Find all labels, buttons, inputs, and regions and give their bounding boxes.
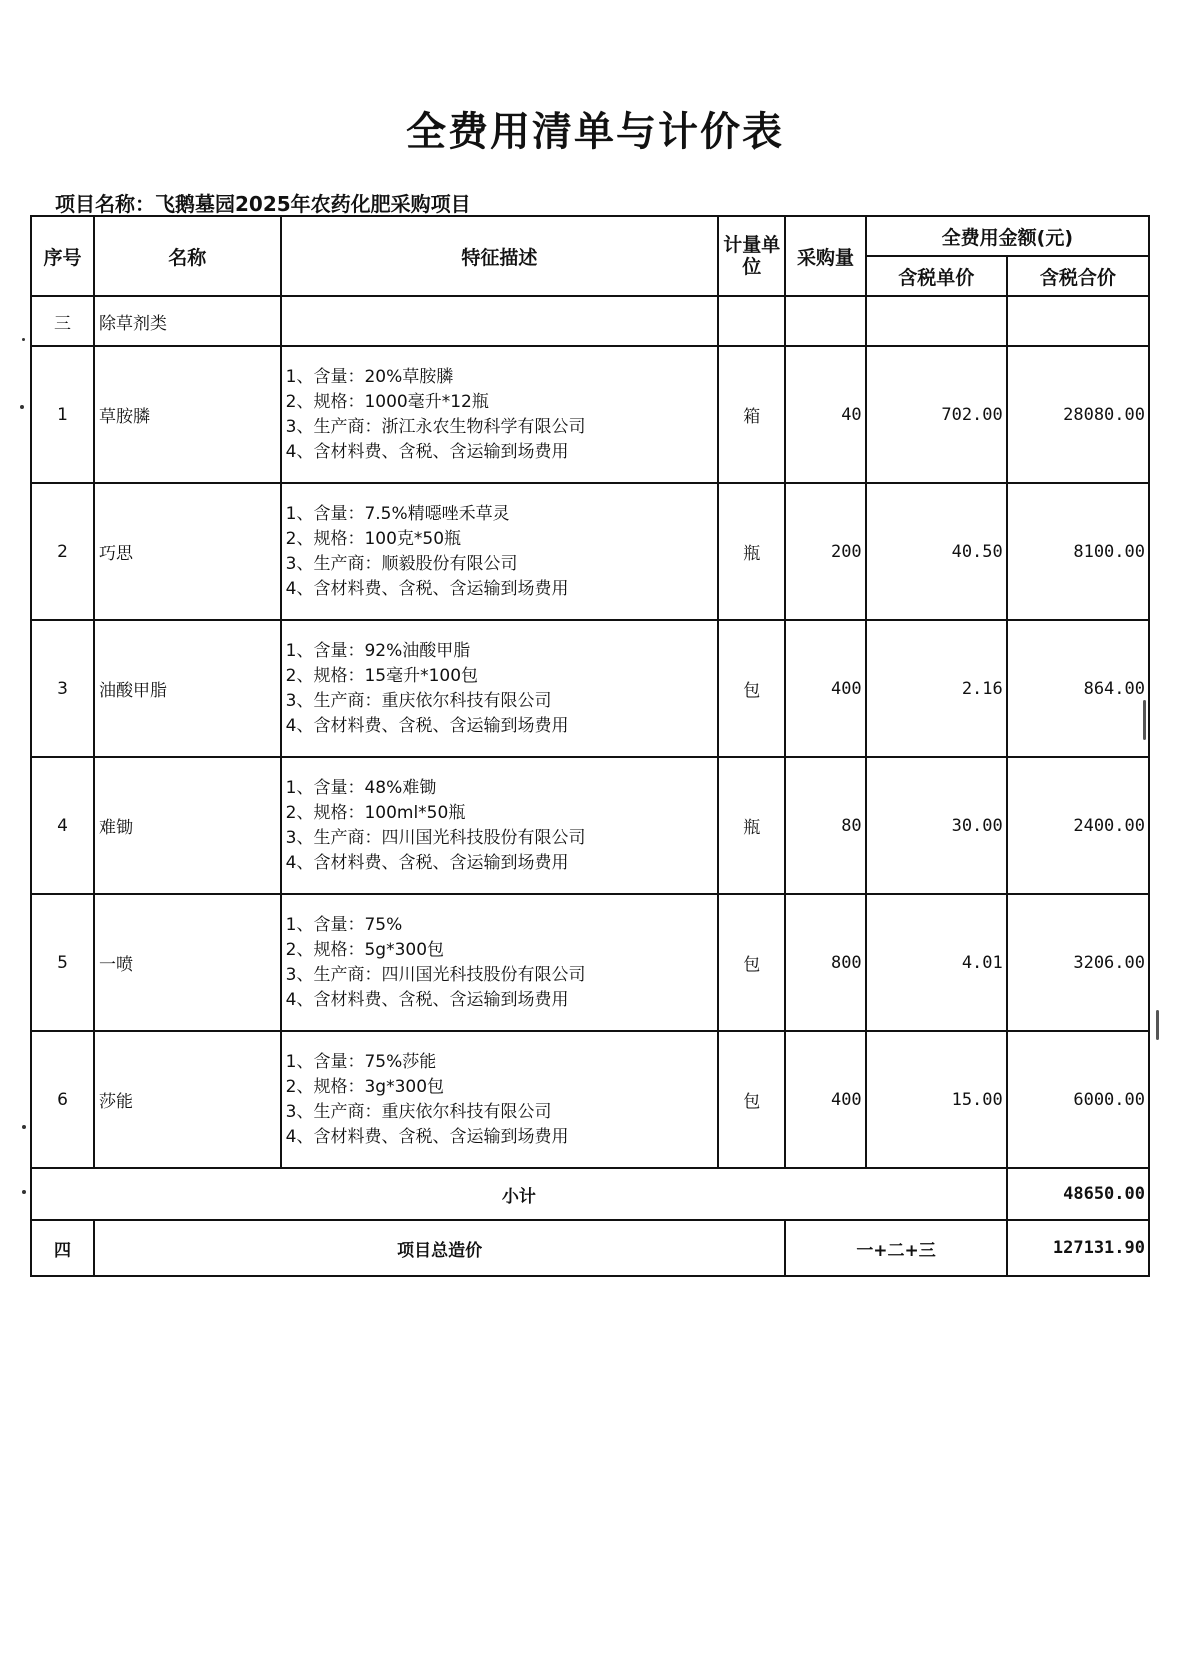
- item-unit: 包: [718, 894, 785, 1031]
- project-name: 项目名称：飞鹅墓园2025年农药化肥采购项目: [55, 192, 471, 216]
- item-unit: 瓶: [718, 757, 785, 894]
- item-unit-price: 4.01: [866, 894, 1007, 1031]
- scan-speck: [22, 1125, 26, 1129]
- table-row: [31, 757, 1149, 894]
- document-title: 全费用清单与计价表: [406, 109, 784, 155]
- item-seq: 3: [31, 620, 94, 757]
- item-desc: [281, 894, 718, 1031]
- header-unit: 计量单位: [718, 216, 785, 296]
- item-total: 2400.00: [1007, 757, 1149, 894]
- grand-formula: 一+二+三: [785, 1220, 1006, 1276]
- item-qty: 40: [785, 346, 865, 483]
- desc-line: 4、含材料费、含税、含运输到场费用: [285, 989, 569, 1010]
- desc-line: 2、规格：3g*300包: [285, 1076, 445, 1097]
- item-qty: 400: [785, 620, 865, 757]
- desc-line: 2、规格：5g*300包: [285, 939, 445, 960]
- item-unit-price: 40.50: [866, 483, 1007, 620]
- desc-line: 2、规格：100ml*50瓶: [285, 802, 466, 823]
- item-unit-price: 30.00: [866, 757, 1007, 894]
- grand-total-row: [31, 1220, 1149, 1276]
- grand-value: 127131.90: [1007, 1220, 1149, 1276]
- item-name: 草胺膦: [94, 346, 281, 483]
- item-total: 8100.00: [1007, 483, 1149, 620]
- desc-line: 1、含量：20%草胺膦: [285, 366, 454, 387]
- desc-line: 3、生产商：重庆依尔科技有限公司: [285, 690, 552, 711]
- desc-line: 4、含材料费、含税、含运输到场费用: [285, 441, 569, 462]
- grand-seq: 四: [31, 1220, 94, 1276]
- item-unit: 箱: [718, 346, 785, 483]
- scan-speck: [1156, 1010, 1159, 1040]
- header-amount-group: 全费用金额(元): [866, 216, 1149, 256]
- item-qty: 80: [785, 757, 865, 894]
- item-qty: 200: [785, 483, 865, 620]
- pricing-table: [30, 215, 1150, 1277]
- item-name: 一喷: [94, 894, 281, 1031]
- scan-speck: [22, 338, 25, 341]
- item-desc: [281, 620, 718, 757]
- item-total: 28080.00: [1007, 346, 1149, 483]
- header-row-1: [31, 216, 1149, 256]
- desc-line: 1、含量：92%油酸甲脂: [285, 640, 471, 661]
- table-row: [31, 894, 1149, 1031]
- desc-line: 1、含量：7.5%精噁唑禾草灵: [285, 503, 510, 524]
- item-unit: 包: [718, 620, 785, 757]
- desc-line: 3、生产商：顺毅股份有限公司: [285, 553, 518, 574]
- desc-line: 2、规格：100克*50瓶: [285, 528, 462, 549]
- desc-line: 4、含材料费、含税、含运输到场费用: [285, 1126, 569, 1147]
- item-seq: 2: [31, 483, 94, 620]
- item-total: 3206.00: [1007, 894, 1149, 1031]
- section-row: [31, 296, 1149, 346]
- header-unit-price: 含税单价: [866, 256, 1007, 296]
- item-unit-price: 2.16: [866, 620, 1007, 757]
- item-name: 莎能: [94, 1031, 281, 1168]
- item-desc: [281, 346, 718, 483]
- item-seq: 6: [31, 1031, 94, 1168]
- section-name: 除草剂类: [94, 296, 281, 346]
- subtotal-row: [31, 1168, 1149, 1220]
- desc-line: 2、规格：15毫升*100包: [285, 665, 479, 686]
- item-qty: 400: [785, 1031, 865, 1168]
- item-unit-price: 702.00: [866, 346, 1007, 483]
- section-seq: 三: [31, 296, 94, 346]
- item-seq: 1: [31, 346, 94, 483]
- item-seq: 4: [31, 757, 94, 894]
- table-row: [31, 346, 1149, 483]
- item-seq: 5: [31, 894, 94, 1031]
- item-total: 6000.00: [1007, 1031, 1149, 1168]
- item-desc: [281, 757, 718, 894]
- item-name: 巧思: [94, 483, 281, 620]
- desc-line: 3、生产商：重庆依尔科技有限公司: [285, 1101, 552, 1122]
- header-name: 名称: [94, 216, 281, 296]
- subtotal-label: 小计: [31, 1168, 1007, 1220]
- desc-line: 1、含量：48%难锄: [285, 777, 437, 798]
- desc-line: 2、规格：1000毫升*12瓶: [285, 391, 489, 412]
- desc-line: 3、生产商：浙江永农生物科学有限公司: [285, 416, 586, 437]
- desc-line: 4、含材料费、含税、含运输到场费用: [285, 578, 569, 599]
- desc-line: 3、生产商：四川国光科技股份有限公司: [285, 964, 586, 985]
- header-qty: 采购量: [785, 216, 865, 296]
- item-name: 难锄: [94, 757, 281, 894]
- desc-line: 1、含量：75%莎能: [285, 1051, 437, 1072]
- scan-speck: [1143, 700, 1146, 740]
- header-total: 含税合价: [1007, 256, 1149, 296]
- table-row: [31, 620, 1149, 757]
- grand-label: 项目总造价: [94, 1220, 785, 1276]
- item-name: 油酸甲脂: [94, 620, 281, 757]
- header-seq: 序号: [31, 216, 94, 296]
- item-unit: 瓶: [718, 483, 785, 620]
- scan-speck: [20, 405, 24, 409]
- desc-line: 3、生产商：四川国光科技股份有限公司: [285, 827, 586, 848]
- item-desc: [281, 1031, 718, 1168]
- item-desc: [281, 483, 718, 620]
- header-desc: 特征描述: [281, 216, 718, 296]
- table-row: [31, 1031, 1149, 1168]
- subtotal-value: 48650.00: [1007, 1168, 1149, 1220]
- desc-line: 1、含量：75%: [285, 914, 403, 935]
- item-unit: 包: [718, 1031, 785, 1168]
- desc-line: 4、含材料费、含税、含运输到场费用: [285, 715, 569, 736]
- item-qty: 800: [785, 894, 865, 1031]
- item-total: 864.00: [1007, 620, 1149, 757]
- table-row: [31, 483, 1149, 620]
- scan-speck: [22, 1190, 26, 1194]
- desc-line: 4、含材料费、含税、含运输到场费用: [285, 852, 569, 873]
- item-unit-price: 15.00: [866, 1031, 1007, 1168]
